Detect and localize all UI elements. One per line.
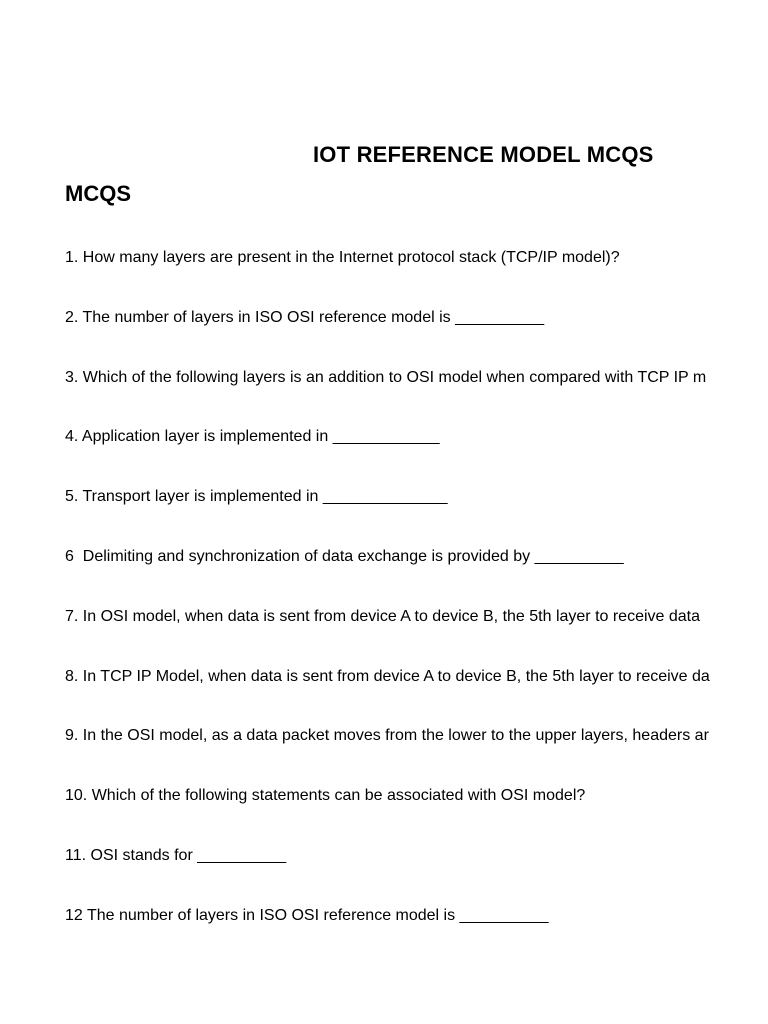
question-item: 3. Which of the following layers is an addition to OSI model when compared with TCP IP m [65,368,707,386]
question-item: 5. Transport layer is implemented in ______________ [65,488,448,506]
question-item: 4. Application layer is implemented in ____________ [65,428,440,446]
question-item: 2. The number of layers in ISO OSI reference model is __________ [65,308,545,326]
question-list [65,248,768,966]
question-item: 12 The number of layers in ISO OSI reference model is __________ [65,906,549,924]
question-item: 7. In OSI model, when data is sent from device A to device B, the 5th layer to receive data [65,607,701,625]
question-item: 9. In the OSI model, as a data packet moves from the lower to the upper layers, headers ar [65,727,709,745]
question-item: 8. In TCP IP Model, when data is sent from device A to device B, the 5th layer to receive da [65,667,710,685]
question-item: 1. How many layers are present in the Internet protocol stack (TCP/IP model)? [65,249,620,266]
question-item: 6 Delimiting and synchronization of data exchange is provided by __________ [65,547,624,565]
question-item: 10. Which of the following statements can be associated with OSI model? [65,787,586,805]
section-heading: MCQS [65,181,131,206]
document-title: IOT REFERENCE MODEL MCQS [313,142,654,167]
question-item: 11. OSI stands for __________ [65,846,287,864]
